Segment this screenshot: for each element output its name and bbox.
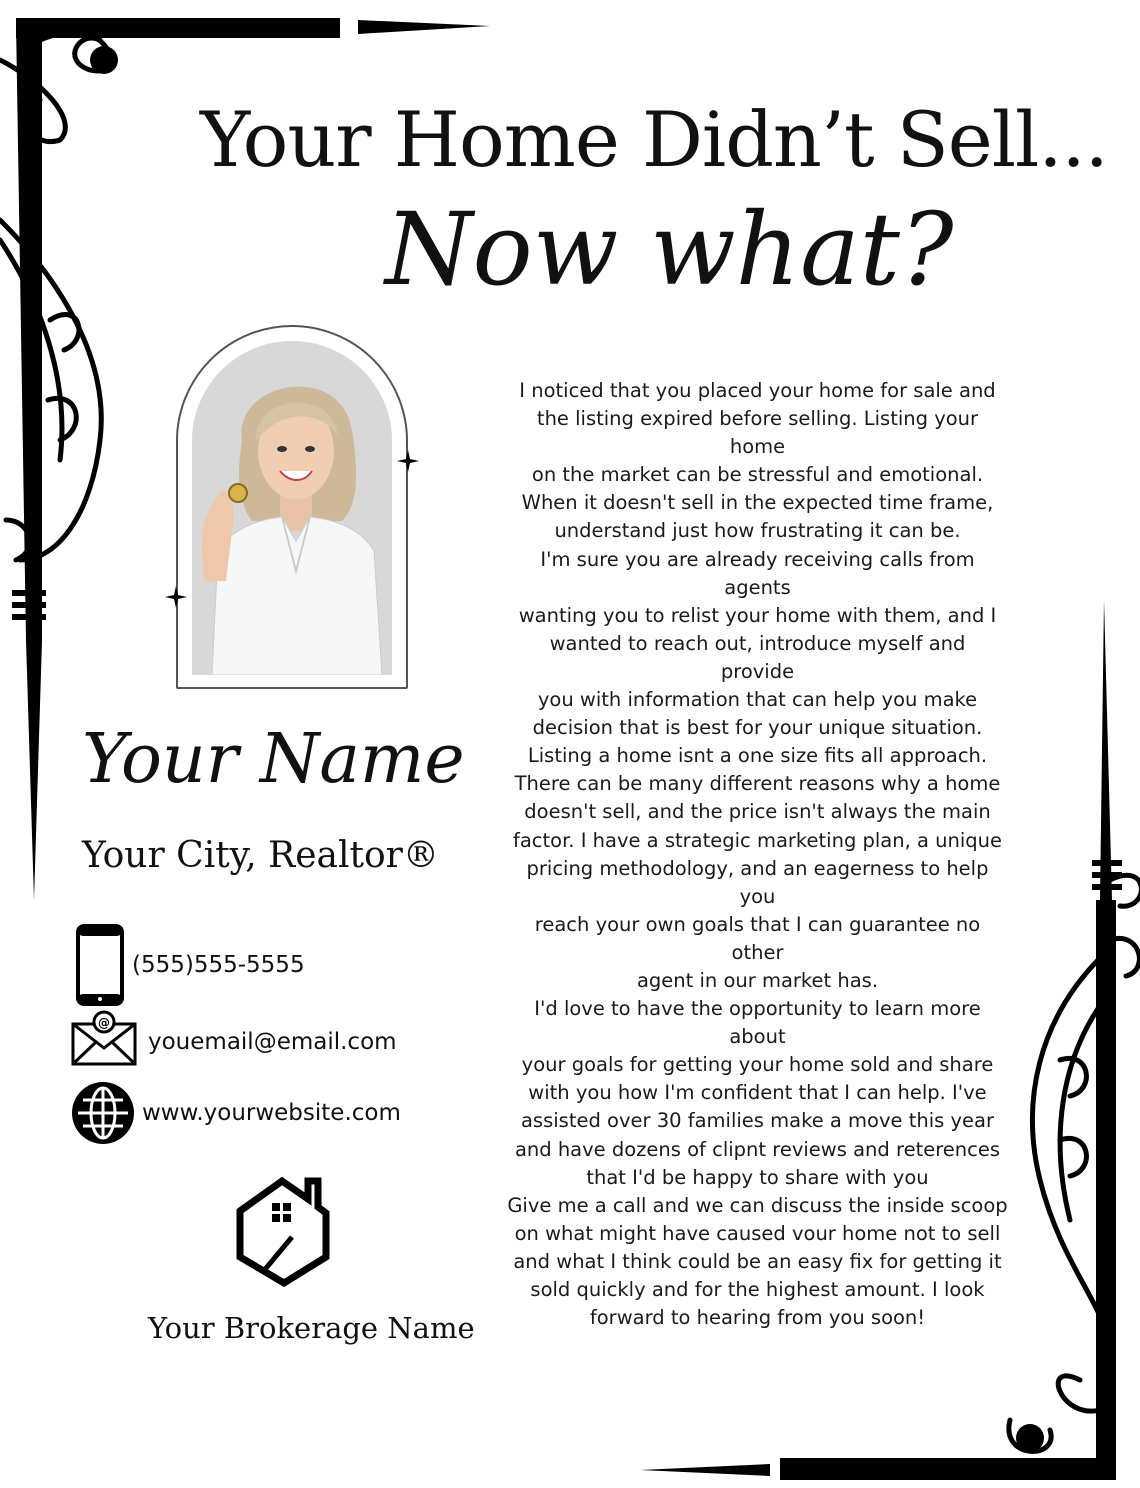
letter-line: home [729, 435, 786, 459]
globe-icon [70, 1080, 136, 1146]
svg-text:@: @ [98, 1016, 110, 1030]
letter-line: wanting you to relist your home with them, and I [518, 603, 997, 627]
letter-line: I'm sure you are already receiving calls from [540, 547, 975, 571]
letter-line: with you how I'm confident that I can help. I've [528, 1081, 987, 1105]
letter-line: There can be many different reasons why a home [514, 772, 1001, 796]
letter-line: I noticed that you placed your home for sale and [519, 379, 996, 402]
website-url[interactable]: www.yourwebsite.com [142, 1100, 401, 1126]
letter-line: on what might have caused vour home not to sell [514, 1221, 1001, 1245]
letter-line: assisted over 30 families make a move this year [520, 1109, 994, 1133]
letter-line: wanted to reach out, introduce myself and [549, 631, 966, 655]
agent-city-title: Your City, Realtor® [82, 835, 439, 876]
letter-line: and what I think could be an easy fix for getting it [513, 1249, 1002, 1273]
letter-line: on the market can be stressful and emotional. [531, 463, 984, 487]
letter-line: reach your own goals that I can guarantee no [534, 912, 981, 936]
script-subheadline: Now what? [385, 191, 954, 308]
letter-line: When it doesn't sell in the expected time frame, [521, 491, 994, 515]
letter-line: your goals for getting your home sold and share [521, 1053, 994, 1077]
letter-line: agent in our market has. [636, 968, 879, 992]
letter-line: understand just how frustrating it can be. [554, 519, 961, 543]
house-logo-icon [232, 1175, 334, 1287]
agent-photo [192, 341, 392, 675]
letter-line: you with information that can help you make [537, 688, 978, 712]
letter-line: doesn't sell, and the price isn't always the main [524, 800, 991, 824]
brokerage-name: Your Brokerage Name [148, 1311, 475, 1345]
letter-line: sold quickly and for the highest amount. I look [530, 1278, 985, 1301]
letter-line: I'd love to have the opportunity to learn more [534, 997, 981, 1021]
letter-line: factor. I have a strategic marketing plan, a unique [512, 828, 1003, 852]
headline: Your Home Didn’t Sell... [200, 95, 1108, 184]
sparkle-icon [397, 450, 419, 472]
agent-name: Your Name [82, 720, 465, 799]
letter-line: other [731, 940, 784, 964]
sparkle-icon [165, 586, 187, 608]
letter-line: Give me a call and we can discuss the inside scoop [507, 1193, 1008, 1217]
letter-line: that I'd be happy to share with you [586, 1165, 929, 1189]
email-address[interactable]: youemail@email.com [148, 1029, 397, 1055]
letter-line: you [739, 884, 776, 908]
letter-line: decision that is best for your unique situation. [532, 716, 983, 740]
letter-line: about [729, 1025, 786, 1049]
letter-line: agents [724, 575, 791, 599]
envelope-icon [70, 1010, 138, 1066]
phone-number[interactable]: (555)555-5555 [132, 952, 305, 978]
letter-line: pricing methodology, and an eagerness to help [526, 856, 989, 880]
letter-line: and have dozens of clipnt reviews and reterences [514, 1137, 1001, 1161]
letter-line: provide [720, 659, 795, 683]
letter-line: the listing expired before selling. Listing your [536, 407, 979, 431]
letter-line: Listing a home isnt a one size fits all approach. [527, 744, 988, 768]
photo-frame [176, 325, 408, 689]
letter-line: forward to hearing from you soon! [589, 1306, 926, 1330]
letter-body [505, 377, 1010, 1332]
phone-icon [76, 924, 124, 1006]
